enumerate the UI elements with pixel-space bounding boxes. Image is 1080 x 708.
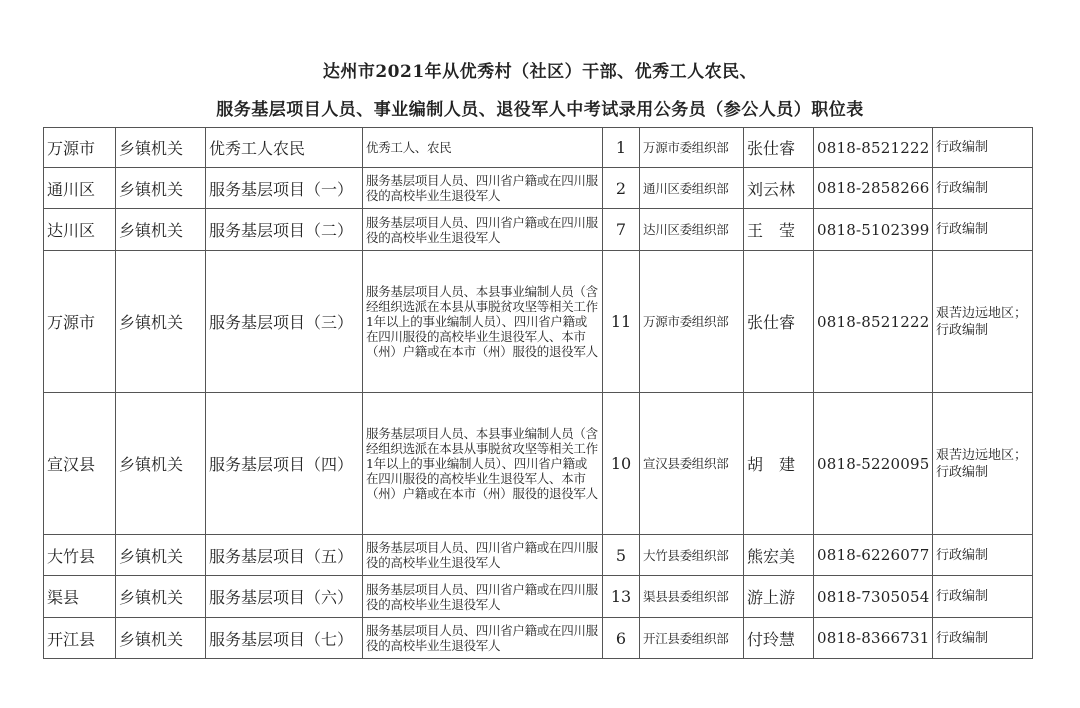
contact-cell: 熊宏美 [744, 535, 814, 576]
org-cell: 乡镇机关 [116, 168, 206, 209]
phone-cell: 0818-5220095 [814, 393, 933, 535]
conditions-cell: 服务基层项目人员、本县事业编制人员（含经组织选派在本县从事脱贫攻坚等相关工作1年以上的事业编制人员）、四川省户籍或在四川服役的高校毕业生退役军人、本市（州）户籍或在本市（州）服役的退役军人 [363, 251, 603, 393]
count-cell: 10 [603, 393, 640, 535]
note-cell: 行政编制 [933, 576, 1033, 618]
phone-cell: 0818-8521222 [814, 128, 933, 168]
table-row [44, 535, 1033, 576]
contact-cell: 胡 建 [744, 393, 814, 535]
conditions-cell: 优秀工人、农民 [363, 128, 603, 168]
conditions-cell: 服务基层项目人员、本县事业编制人员（含经组织选派在本县从事脱贫攻坚等相关工作1年以上的事业编制人员）、四川省户籍或在四川服役的高校毕业生退役军人、本市（州）户籍或在本市（州）服役的退役军人 [363, 393, 603, 535]
conditions-cell: 服务基层项目人员、四川省户籍或在四川服役的高校毕业生退役军人 [363, 618, 603, 659]
city-cell: 万源市 [44, 251, 116, 393]
org-cell: 乡镇机关 [116, 393, 206, 535]
position-type-cell: 优秀工人农民 [206, 128, 363, 168]
position-type-cell: 服务基层项目（三） [206, 251, 363, 393]
department-cell: 通川区委组织部 [640, 168, 744, 209]
phone-cell: 0818-6226077 [814, 535, 933, 576]
department-cell: 达川区委组织部 [640, 209, 744, 251]
table-row [44, 576, 1033, 618]
city-cell: 达川区 [44, 209, 116, 251]
table-row [44, 618, 1033, 659]
contact-cell: 张仕睿 [744, 251, 814, 393]
note-cell: 行政编制 [933, 209, 1033, 251]
contact-cell: 游上游 [744, 576, 814, 618]
table-row [44, 393, 1033, 535]
conditions-cell: 服务基层项目人员、四川省户籍或在四川服役的高校毕业生退役军人 [363, 209, 603, 251]
phone-cell: 0818-2858266 [814, 168, 933, 209]
note-cell: 行政编制 [933, 128, 1033, 168]
note-cell: 艰苦边远地区；行政编制 [933, 393, 1033, 535]
position-type-cell: 服务基层项目（四） [206, 393, 363, 535]
count-cell: 2 [603, 168, 640, 209]
city-cell: 万源市 [44, 128, 116, 168]
department-cell: 大竹县委组织部 [640, 535, 744, 576]
city-cell: 渠县 [44, 576, 116, 618]
city-cell: 通川区 [44, 168, 116, 209]
city-cell: 宣汉县 [44, 393, 116, 535]
org-cell: 乡镇机关 [116, 251, 206, 393]
contact-cell: 刘云林 [744, 168, 814, 209]
org-cell: 乡镇机关 [116, 128, 206, 168]
count-cell: 6 [603, 618, 640, 659]
position-type-cell: 服务基层项目（一） [206, 168, 363, 209]
department-cell: 开江县委组织部 [640, 618, 744, 659]
department-cell: 万源市委组织部 [640, 128, 744, 168]
table-row [44, 128, 1033, 168]
position-type-cell: 服务基层项目（五） [206, 535, 363, 576]
org-cell: 乡镇机关 [116, 576, 206, 618]
phone-cell: 0818-8521222 [814, 251, 933, 393]
table-title-line-2: 服务基层项目人员、事业编制人员、退役军人中考试录用公务员（参公人员）职位表 [216, 100, 864, 120]
count-cell: 5 [603, 535, 640, 576]
count-cell: 13 [603, 576, 640, 618]
org-cell: 乡镇机关 [116, 209, 206, 251]
conditions-cell: 服务基层项目人员、四川省户籍或在四川服役的高校毕业生退役军人 [363, 168, 603, 209]
table-title-line-1: 达州市2021年从优秀村（社区）干部、优秀工人农民、 [322, 62, 758, 82]
table-row [44, 209, 1033, 251]
org-cell: 乡镇机关 [116, 618, 206, 659]
department-cell: 万源市委组织部 [640, 251, 744, 393]
position-type-cell: 服务基层项目（二） [206, 209, 363, 251]
phone-cell: 0818-7305054 [814, 576, 933, 618]
city-cell: 大竹县 [44, 535, 116, 576]
note-cell: 行政编制 [933, 618, 1033, 659]
org-cell: 乡镇机关 [116, 535, 206, 576]
count-cell: 7 [603, 209, 640, 251]
contact-cell: 王 莹 [744, 209, 814, 251]
city-cell: 开江县 [44, 618, 116, 659]
positions-table [43, 127, 1033, 659]
contact-cell: 张仕睿 [744, 128, 814, 168]
phone-cell: 0818-5102399 [814, 209, 933, 251]
position-type-cell: 服务基层项目（七） [206, 618, 363, 659]
contact-cell: 付玲慧 [744, 618, 814, 659]
department-cell: 渠县县委组织部 [640, 576, 744, 618]
note-cell: 行政编制 [933, 168, 1033, 209]
count-cell: 11 [603, 251, 640, 393]
department-cell: 宣汉县委组织部 [640, 393, 744, 535]
note-cell: 艰苦边远地区；行政编制 [933, 251, 1033, 393]
note-cell: 行政编制 [933, 535, 1033, 576]
position-type-cell: 服务基层项目（六） [206, 576, 363, 618]
table-row [44, 168, 1033, 209]
conditions-cell: 服务基层项目人员、四川省户籍或在四川服役的高校毕业生退役军人 [363, 576, 603, 618]
table-row [44, 251, 1033, 393]
count-cell: 1 [603, 128, 640, 168]
conditions-cell: 服务基层项目人员、四川省户籍或在四川服役的高校毕业生退役军人 [363, 535, 603, 576]
phone-cell: 0818-8366731 [814, 618, 933, 659]
